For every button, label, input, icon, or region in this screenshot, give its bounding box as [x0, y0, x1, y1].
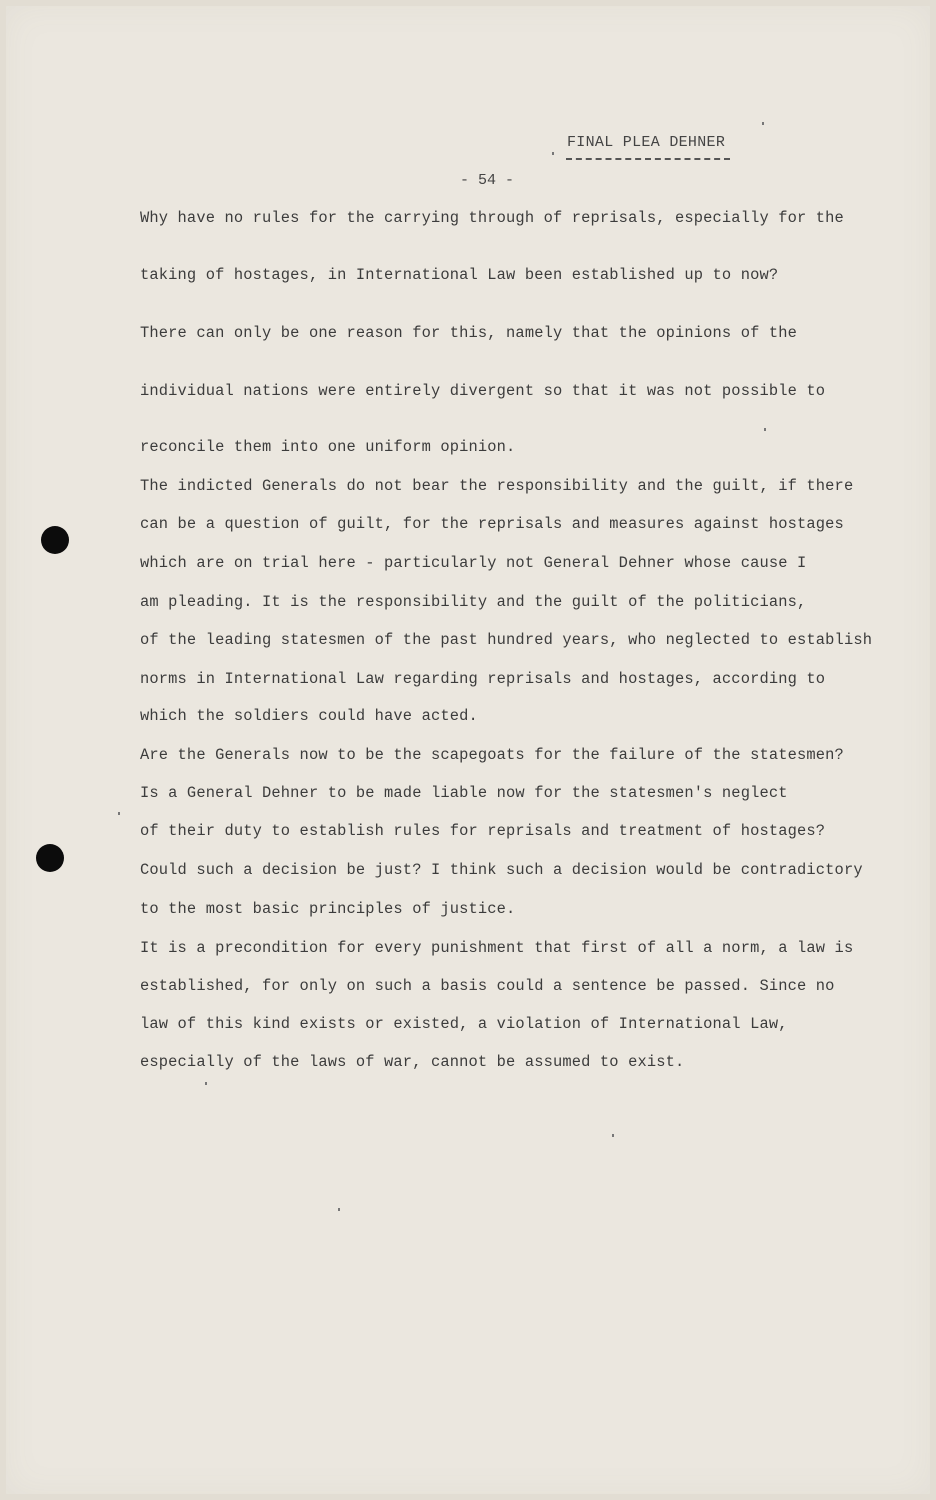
paper-speck [764, 428, 766, 431]
text-line: Why have no rules for the carrying through of reprisals, especially for the [140, 209, 844, 227]
text-line: to the most basic principles of justice. [140, 900, 516, 918]
text-line: can be a question of guilt, for the reprisals and measures against hostages [140, 515, 844, 533]
text-line: am pleading. It is the responsibility and the guilt of the politicians, [140, 593, 807, 611]
punch-hole-top [41, 526, 69, 554]
paper-speck [552, 152, 554, 155]
header-underline [566, 158, 730, 160]
text-line: established, for only on such a basis could a sentence be passed. Since no [140, 977, 835, 995]
text-line: taking of hostages, in International Law been established up to now? [140, 266, 779, 284]
text-line: The indicted Generals do not bear the responsibility and the guilt, if there [140, 477, 854, 495]
paper-speck [118, 812, 120, 815]
punch-hole-bottom [36, 844, 64, 872]
text-line: individual nations were entirely divergent so that it was not possible to [140, 382, 826, 400]
paper-speck [762, 122, 764, 125]
text-line: Is a General Dehner to be made liable now for the statesmen's neglect [140, 784, 788, 802]
text-line: reconcile them into one uniform opinion. [140, 438, 516, 456]
text-line: especially of the laws of war, cannot be assumed to exist. [140, 1053, 685, 1071]
text-line: norms in International Law regarding reprisals and hostages, according to [140, 670, 826, 688]
page-number: - 54 - [460, 172, 515, 189]
text-line: of the leading statesmen of the past hundred years, who neglected to establish [140, 631, 873, 649]
text-line: Could such a decision be just? I think such a decision would be contradictory [140, 861, 863, 879]
document-header-title: FINAL PLEA DEHNER [567, 134, 726, 151]
text-line: law of this kind exists or existed, a violation of International Law, [140, 1015, 788, 1033]
text-line: which are on trial here - particularly not General Dehner whose cause I [140, 554, 807, 572]
text-line: which the soldiers could have acted. [140, 707, 478, 725]
text-line: It is a precondition for every punishment that first of all a norm, a law is [140, 939, 854, 957]
text-line: of their duty to establish rules for reprisals and treatment of hostages? [140, 822, 826, 840]
paper-speck [612, 1134, 614, 1137]
text-line: Are the Generals now to be the scapegoats for the failure of the statesmen? [140, 746, 844, 764]
paper-speck [338, 1208, 340, 1211]
paper-speck [205, 1082, 207, 1085]
text-line: There can only be one reason for this, namely that the opinions of the [140, 324, 798, 342]
